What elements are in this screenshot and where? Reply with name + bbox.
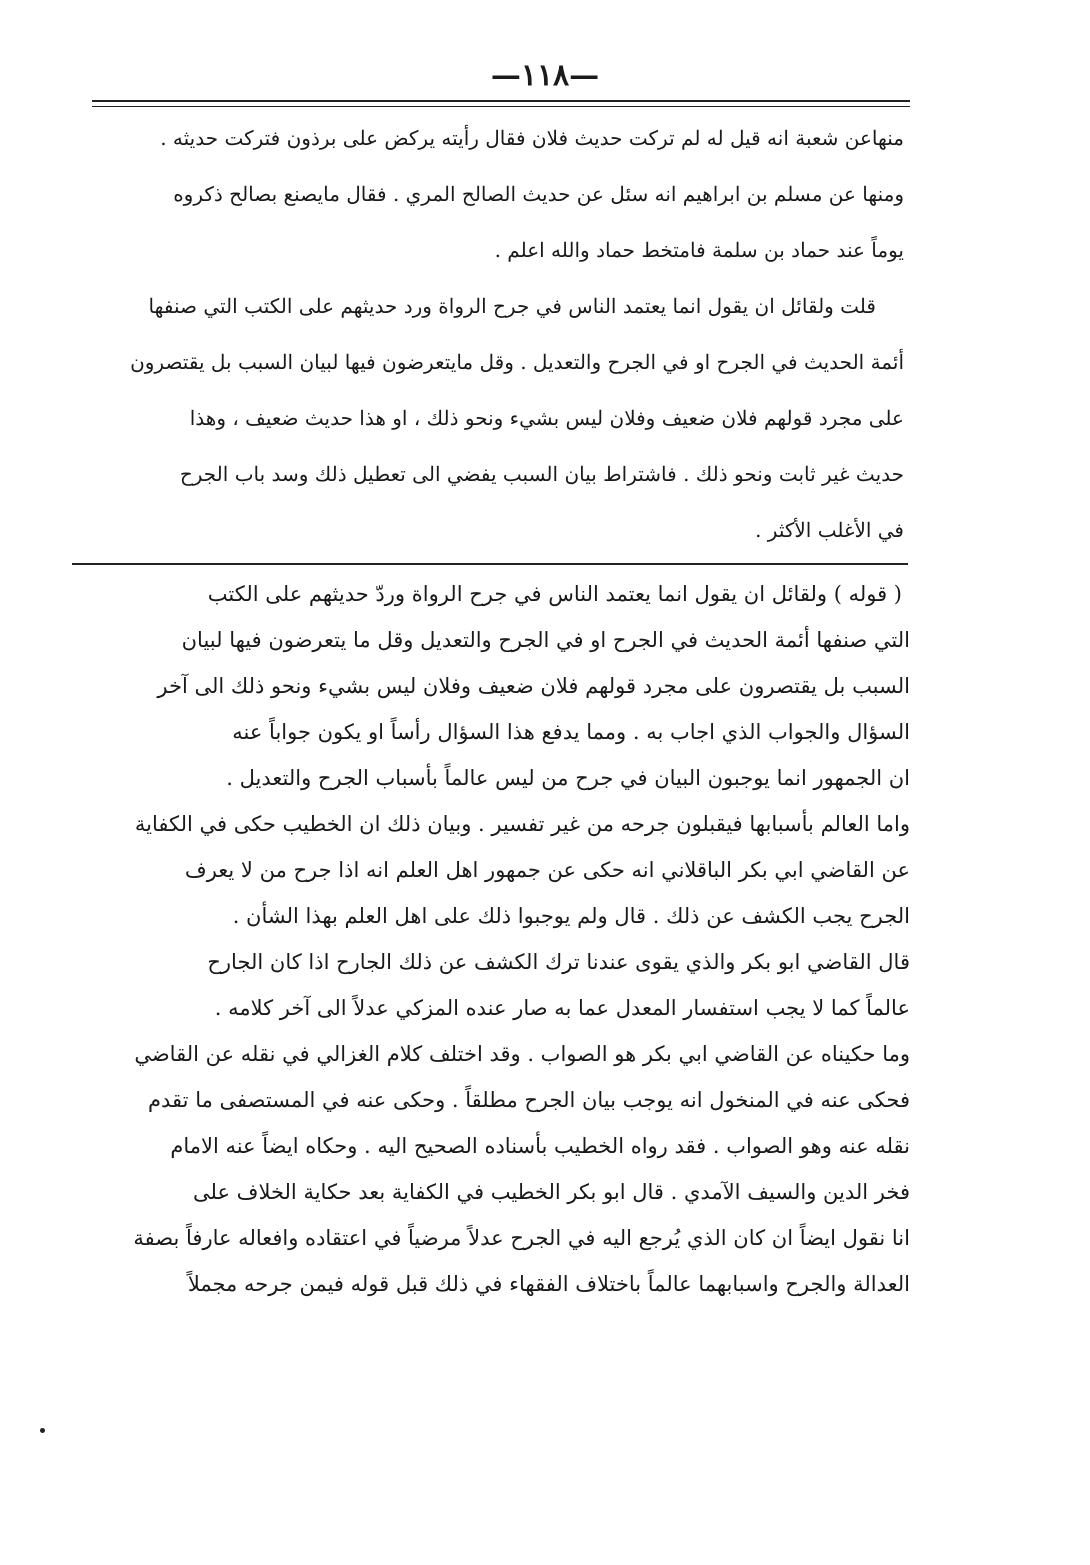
main-text-line: أئمة الحديث في الجرح او في الجرح والتعديل . وقل مايتعرضون فيها لبيان السبب بل يقتصرون bbox=[130, 350, 904, 374]
main-text-line: حديث غير ثابت ونحو ذلك . فاشتراط بيان السبب يفضي الى تعطيل ذلك وسد باب الجرح bbox=[179, 462, 904, 486]
commentary-line: انا نقول ايضاً ان كان الذي يُرجع اليه في الجرح عدلاً مرضياً في اعتقاده وافعاله عارفاً بصفة bbox=[133, 1226, 910, 1250]
commentary-line: واما العالم بأسبابها فيقبلون جرحه من غير تفسير . وبيان ذلك ان الخطيب حكى في الكفاية bbox=[134, 812, 910, 836]
commentary-line: السبب بل يقتصرون على مجرد قولهم فلان ضعيف وفلان ليس بشيء ونحو ذلك الى آخر bbox=[157, 674, 910, 698]
main-text-line: على مجرد قولهم فلان ضعيف وفلان ليس بشيء ونحو ذلك ، او هذا حديث ضعيف ، وهذا bbox=[189, 406, 904, 430]
page-number: —١١٨— bbox=[490, 58, 600, 93]
commentary-line: عالماً كما لا يجب استفسار المعدل عما به صار عنده المزكي عدلاً الى آخر كلامه . bbox=[214, 996, 910, 1020]
commentary-line: فخر الدين والسيف الآمدي . قال ابو بكر الخطيب في الكفاية بعد حكاية الخلاف على bbox=[193, 1180, 910, 1204]
header-rule-thick bbox=[92, 100, 910, 102]
commentary-line: العدالة والجرح واسبابهما عالماً باختلاف الفقهاء في ذلك قبل قوله فيمن جرحه مجملاً bbox=[187, 1272, 910, 1296]
commentary-line: ان الجمهور انما يوجبون البيان في جرح من ليس عالماً بأسباب الجرح والتعديل . bbox=[226, 766, 910, 790]
main-text-line: قلت ولقائل ان يقول انما يعتمد الناس في جرح الرواة ورد حديثهم على الكتب التي صنفها bbox=[148, 294, 876, 318]
commentary-line: عن القاضي ابي بكر الباقلاني انه حكى عن جمهور اهل العلم انه اذا جرح من لا يعرف bbox=[184, 858, 910, 882]
commentary-line: ( قوله ) ولقائل ان يقول انما يعتمد الناس في جرح الرواة وردّ حديثهم على الكتب bbox=[207, 582, 902, 606]
commentary-line: نقله عنه وهو الصواب . فقد رواه الخطيب بأسناده الصحيح اليه . وحكاه ايضاً عنه الامام bbox=[170, 1134, 910, 1158]
header-rule-thin bbox=[92, 106, 910, 107]
footnote-separator-rule bbox=[72, 563, 908, 565]
commentary-line: الجرح يجب الكشف عن ذلك . قال ولم يوجبوا ذلك على اهل العلم بهذا الشأن . bbox=[232, 904, 910, 928]
commentary-line: السؤال والجواب الذي اجاب به . ومما يدفع هذا السؤال رأساً او يكون جواباً عنه bbox=[232, 720, 910, 744]
main-text-line: منهاعن شعبة انه قيل له لم تركت حديث فلان فقال رأيته يركض على برذون فتركت حديثه . bbox=[160, 126, 904, 150]
main-text-line: يوماً عند حماد بن سلمة فامتخط حماد والله اعلم . bbox=[494, 238, 904, 262]
main-text-line: ومنها عن مسلم بن ابراهيم انه سئل عن حديث الصالح المري . فقال مايصنع بصالح ذكروه bbox=[173, 182, 904, 206]
commentary-line: التي صنفها أئمة الحديث في الجرح او في الجرح والتعديل وقل ما يتعرضون فيها لبيان bbox=[181, 628, 910, 652]
commentary-line: قال القاضي ابو بكر والذي يقوى عندنا ترك الكشف عن ذلك الجارح اذا كان الجارح bbox=[207, 950, 910, 974]
main-text-line: في الأغلب الأكثر . bbox=[755, 518, 904, 542]
commentary-line: فحكى عنه في المنخول انه يوجب بيان الجرح مطلقاً . وحكى عنه في المستصفى ما تقدم bbox=[148, 1088, 910, 1112]
commentary-text-block bbox=[64, 571, 910, 1307]
main-text-block bbox=[66, 110, 904, 558]
commentary-line: وما حكيناه عن القاضي ابي بكر هو الصواب . وقد اختلف كلام الغزالي في نقله عن القاضي bbox=[134, 1042, 910, 1066]
margin-dot-mark bbox=[40, 1428, 45, 1433]
